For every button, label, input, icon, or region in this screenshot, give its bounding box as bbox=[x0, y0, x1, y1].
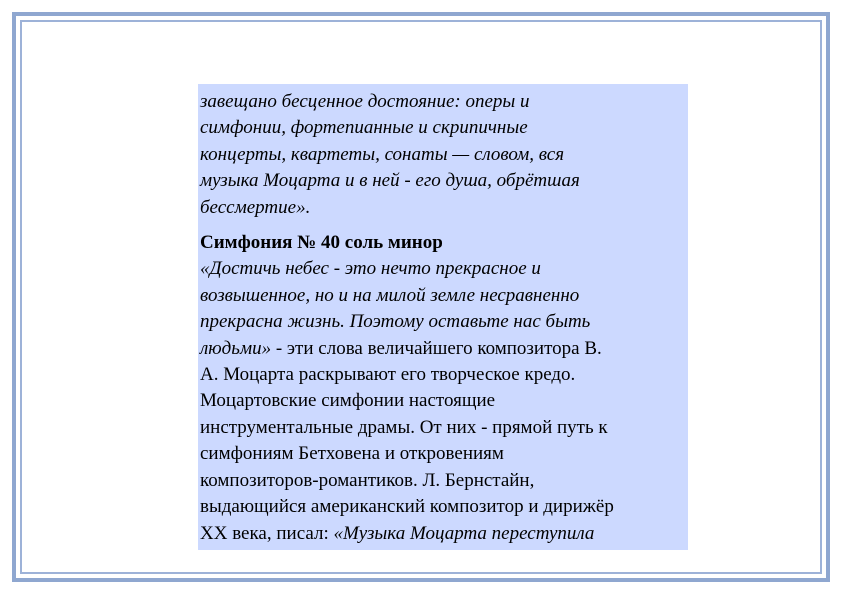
body-line: выдающийся американский композитор и дирижёр bbox=[200, 496, 614, 518]
body-line: прекрасна жизнь. Поэтому оставьте нас быть bbox=[200, 311, 591, 333]
section-heading: Симфония № 40 соль минор bbox=[200, 232, 443, 254]
quote-line: музыка Моцарта и в ней - его душа, обрётшая bbox=[200, 170, 580, 192]
body-line: инструментальные драмы. От них - прямой путь к bbox=[200, 416, 608, 438]
quote-line: концерты, квартеты, сонаты — словом, вся bbox=[200, 143, 565, 165]
body-line: симфониям Бетховена и откровениям bbox=[200, 443, 504, 465]
quote-line: бессмертие». bbox=[200, 196, 311, 218]
body-line: «Достичь небес - это нечто прекрасное и bbox=[200, 258, 541, 280]
body-line-italic: «Музыка Моцарта переступила bbox=[333, 522, 595, 544]
body-line: возвышенное, но и на милой земле несравненно bbox=[200, 284, 580, 306]
body-line: А. Моцарта раскрывают его творческое кредо. bbox=[200, 364, 576, 386]
text-box bbox=[198, 84, 688, 550]
quote-line: завещано бесценное достояние: оперы и bbox=[200, 91, 530, 112]
body-line-normal: XX века, писал: bbox=[200, 522, 334, 544]
body-line: Моцартовские симфонии настоящие bbox=[200, 390, 496, 412]
quote-line: симфонии, фортепианные и скрипичные bbox=[200, 117, 528, 139]
body-line-italic: людьми» bbox=[200, 337, 272, 359]
body-line bbox=[200, 336, 688, 362]
body-line-normal: - эти слова величайшего композитора В. bbox=[271, 337, 602, 359]
body-line: композиторов-романтиков. Л. Бернстайн, bbox=[200, 469, 535, 491]
body-line bbox=[200, 521, 688, 547]
